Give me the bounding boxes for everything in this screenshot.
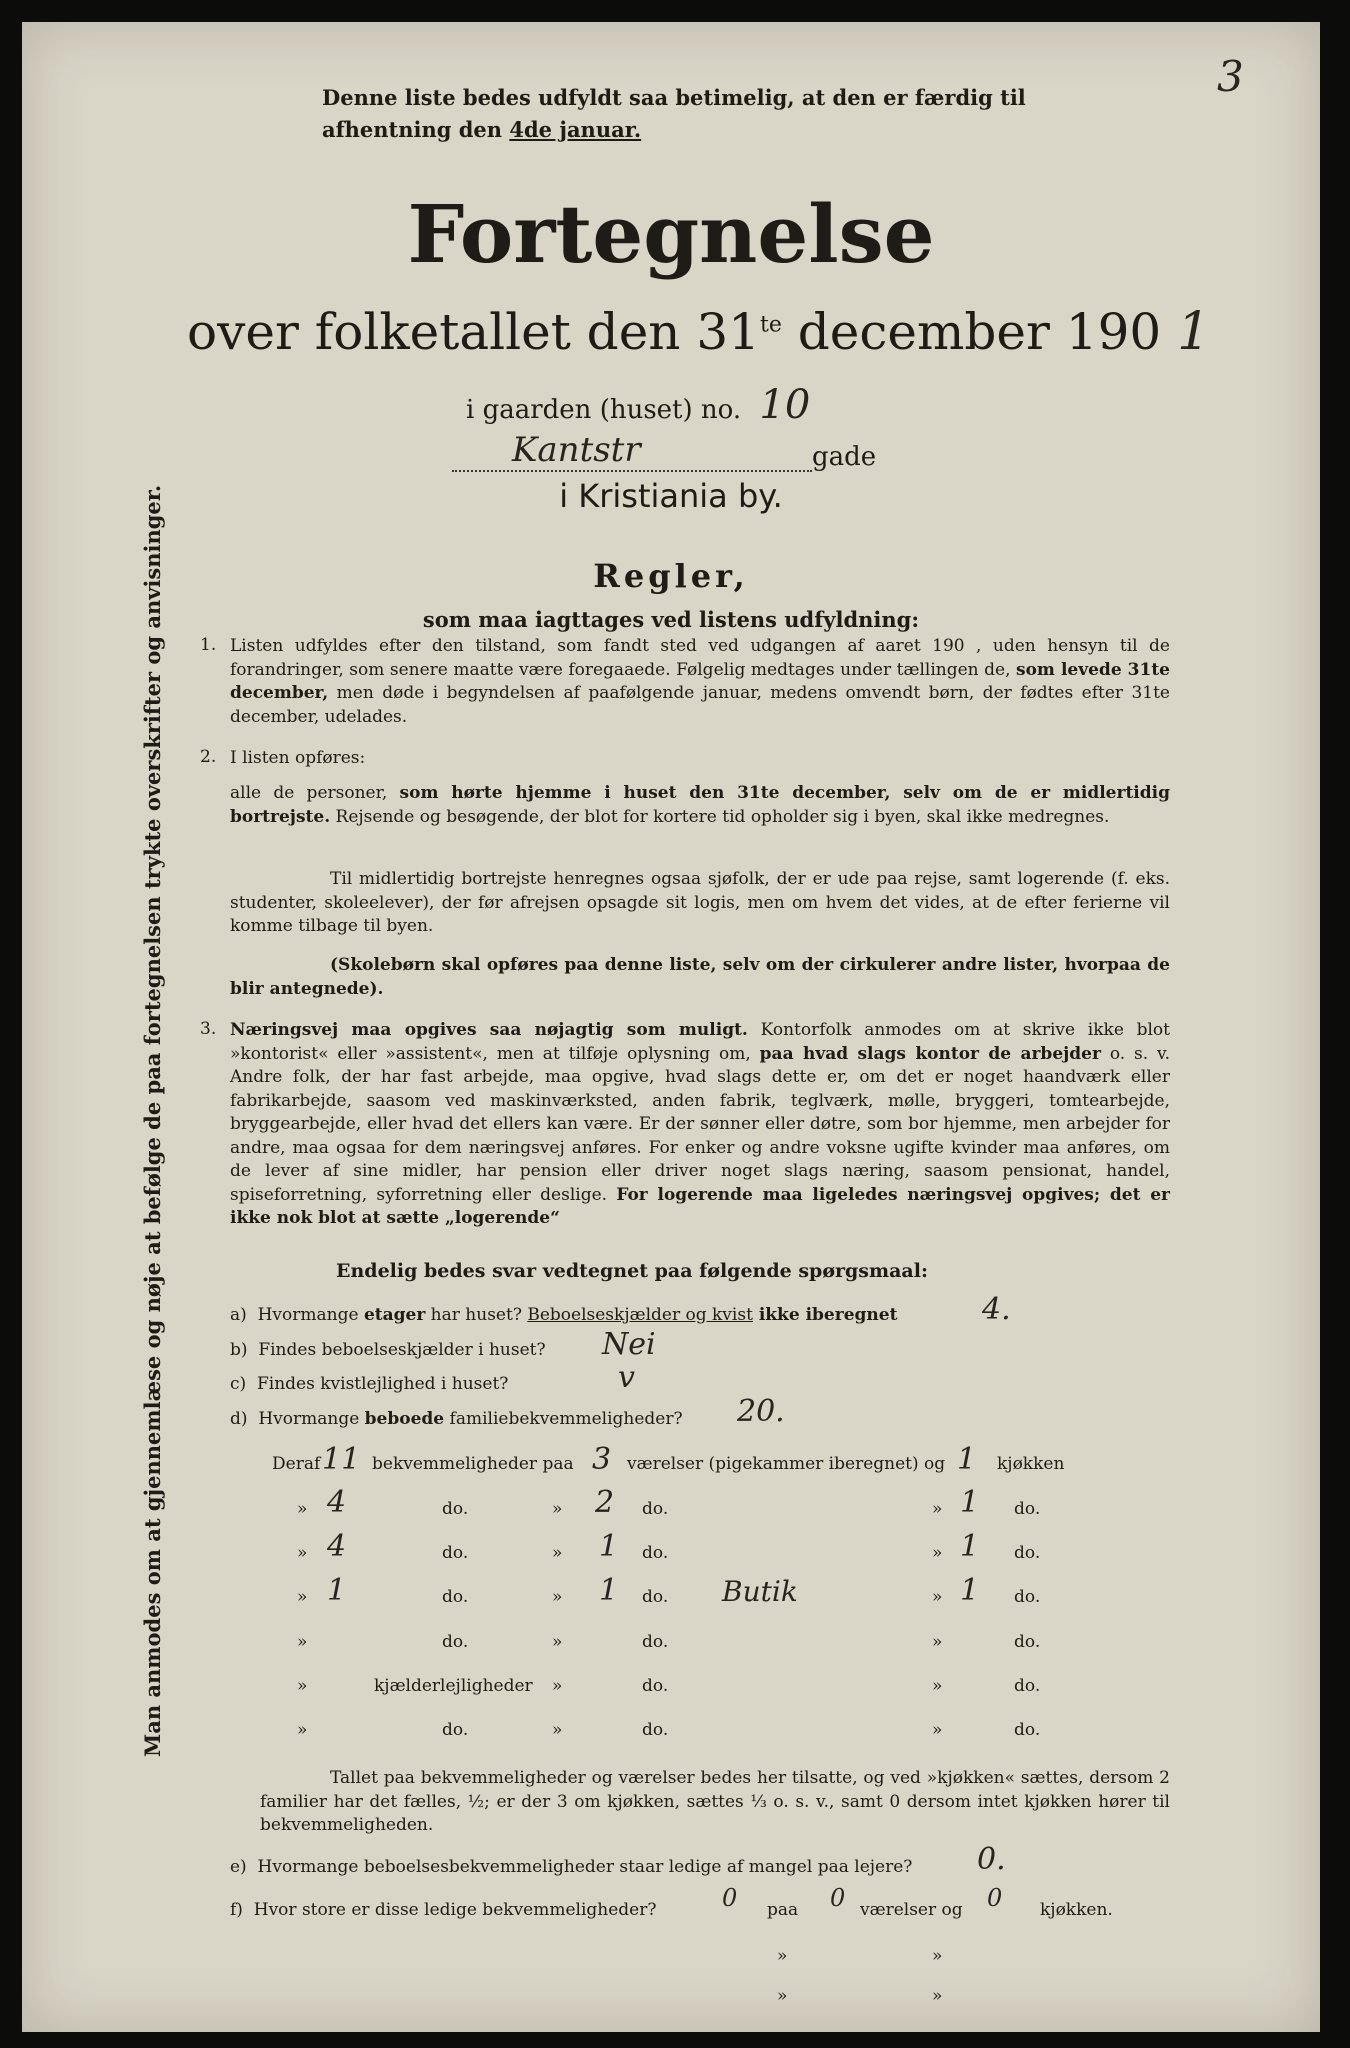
street-line	[452, 430, 876, 472]
row-2-quote: »	[297, 1499, 308, 1519]
row-7-do-2: do.	[642, 1720, 669, 1740]
question-d: d) Hvormange beboede familiebekvemmeligheder?	[230, 1409, 683, 1429]
intro-deadline: 4de januar.	[509, 117, 642, 142]
handwritten-year: 1	[1177, 302, 1211, 362]
row-3-rooms: 1	[599, 1529, 619, 1564]
row-5-quote-3: »	[932, 1632, 943, 1652]
trailing-quote-4: »	[932, 1986, 943, 2006]
rule-2-text: alle de personer, som hørte hjemme i huset den 31te december, selv om de er midlertidig bortrejste. Rejsende og besøgende, der blot for kortere tid opholder sig i byen, skal ikke medregnes.	[230, 783, 1170, 827]
answer-a: 4.	[982, 1292, 1011, 1327]
table-footnote: Tallet paa bekvemmeligheder og værelser bedes her tilsatte, og ved »kjøkken« sættes, dersom 2 familier har det fælles, ½; er der 3 om kjøkken, sættes ⅓ o. s. v., samt 0 dersom intet kjøkken hører til bekvemmeligheden.	[260, 1768, 1170, 1835]
question-c: c) Findes kvistlejlighed i huset?	[230, 1374, 509, 1394]
row-3-do-3: do.	[1014, 1543, 1041, 1563]
row-3-quote: »	[297, 1543, 308, 1563]
row-4-quote: »	[297, 1587, 308, 1607]
trailing-quote-2: »	[932, 1946, 943, 1966]
answer-c: v	[618, 1360, 635, 1395]
row-5-quote: »	[297, 1632, 308, 1652]
row-5-quote-2: »	[552, 1632, 563, 1652]
answer-b: Nei	[602, 1327, 656, 1362]
house-number-line	[466, 382, 810, 428]
corner-page-mark: 3	[1217, 52, 1244, 101]
row-2-do-2: do.	[642, 1499, 669, 1519]
rules-heading: Regler,	[593, 557, 749, 595]
row-6-do-3: do.	[1014, 1676, 1041, 1696]
table-kjokken-label: kjøkken	[997, 1454, 1065, 1474]
row-3-quote-3: »	[932, 1543, 943, 1563]
rule-2-heading: I listen opføres:	[230, 748, 366, 768]
table-deraf: Deraf	[272, 1454, 321, 1474]
row-4-do-1: do.	[442, 1587, 469, 1607]
row-6-quote-3: »	[932, 1676, 943, 1696]
row-3-count: 4	[327, 1529, 347, 1564]
question-f-kjokken: kjøkken.	[1040, 1900, 1113, 1920]
answer-d: 20.	[737, 1394, 785, 1429]
row-3-do-2: do.	[642, 1543, 669, 1563]
row-3-do-1: do.	[442, 1543, 469, 1563]
row-3-quote-2: »	[552, 1543, 563, 1563]
row-4-do-2: do.	[642, 1587, 669, 1607]
handwritten-street: Kantstr	[512, 430, 641, 470]
row-3-kitchen: 1	[960, 1529, 980, 1564]
row-7-do-3: do.	[1014, 1720, 1041, 1740]
rule-2-para-3: (Skolebørn skal opføres paa denne liste, selv om der cirkulerer andre lister, hvorpaa de blir antegnede).	[230, 955, 1170, 999]
page-subtitle	[187, 302, 1210, 362]
table-vaer-label: værelser (pigekammer iberegnet) og	[627, 1454, 946, 1474]
row-2-rooms: 2	[595, 1485, 615, 1520]
row-4-count: 1	[327, 1573, 347, 1608]
subtitle-sup: te	[760, 312, 782, 338]
row-2-do-1: do.	[442, 1499, 469, 1519]
row-5-do-1: do.	[442, 1632, 469, 1652]
question-f-paa: paa	[767, 1900, 799, 1920]
question-f-vaer: værelser og	[860, 1900, 963, 1920]
trailing-quote-3: »	[777, 1986, 788, 2006]
row-4-quote-3: »	[932, 1587, 943, 1607]
rule-1-text: Listen udfyldes efter den tilstand, som fandt sted ved udgangen af aaret 190 , uden hensyn til de forandringer, som senere maatte være foregaaede. Følgelig medtages under tællingen de, som levede 31te december, men døde i begyndelsen af paafølgende januar, medens omvendt børn, der fødtes efter 31te december, udelades.	[230, 636, 1171, 727]
rule-2-para-2: Til midlertidig bortrejste henregnes ogsaa sjøfolk, der er ude paa rejse, samt logerende (f. eks. studenter, skoleelever), der før afrejsen opsagde sit logis, men om hvem det vides, at de efter ferierne vil komme tilbage til byen.	[230, 869, 1170, 936]
answer-f-2: 0	[830, 1884, 846, 1912]
row-7-do-1: do.	[442, 1720, 469, 1740]
rule-2-number: 2.	[200, 747, 217, 767]
row-4-quote-2: »	[552, 1587, 563, 1607]
row-1-kitchen: 1	[957, 1442, 977, 1477]
row-4-note: Butik	[722, 1575, 798, 1608]
row-1-rooms: 3	[592, 1442, 612, 1477]
handwritten-house-no: 10	[759, 382, 811, 428]
rule-3-number: 3.	[200, 1019, 217, 1039]
row-1-count: 11	[322, 1442, 361, 1477]
side-instruction: Man anmodes om at gjennemlæse og nøje at befølge de paa fortegnelsen trykte overskrifter og anvisninger.	[140, 484, 165, 1757]
row-6-quote: »	[297, 1676, 308, 1696]
questions-heading: Endelig bedes svar vedtegnet paa følgende spørgsmaal:	[336, 1260, 928, 1282]
row-2-quote-3: »	[932, 1499, 943, 1519]
row-7-quote-3: »	[932, 1720, 943, 1740]
row-4-rooms: 1	[599, 1573, 619, 1608]
answer-e: 0.	[977, 1842, 1006, 1877]
subtitle-text: over folketallet den 31	[187, 303, 760, 361]
table-bekv-label: bekvemmeligheder paa	[372, 1454, 574, 1474]
row-2-kitchen: 1	[960, 1485, 980, 1520]
answer-f-3: 0	[987, 1884, 1003, 1912]
row-4-do-3: do.	[1014, 1587, 1041, 1607]
question-e: e) Hvormange beboelsesbekvemmeligheder staar ledige af mangel paa lejere?	[230, 1857, 913, 1877]
row-4-kitchen: 1	[960, 1573, 980, 1608]
row-6-kjaelder: kjælderlejligheder	[374, 1676, 533, 1696]
row-6-do-2: do.	[642, 1676, 669, 1696]
rule-3-text: Næringsvej maa opgives saa nøjagtig som muligt. Kontorfolk anmodes om at skrive ikke blot »kontorist« eller »assistent«, men at tilføje oplysning om, paa hvad slags kontor de arbejder o. s. v. Andre folk, der har fast arbejde, maa opgive, hvad slags dette er, om det er noget haandværk eller fabrikarbejde, saasom ved maskinværksted, anden fabrik, teglværk, mølle, bryggeri, tomtearbejde, bryggearbejde, eller hvad det ellers kan være. Er der sønner eller døtre, som bor hjemme, men arbejder for andre, maa ogsaa for dem næringsvej anføres. For enker og andre voksne ugifte kvinder maa anføres, om de lever af sine midler, har pension eller driver noget slags næring, saasom pensionat, handel, spiseforretning, syforretning eller deslige. For logerende maa ligeledes næringsvej opgives; det er ikke nok blot at sætte „logerende“	[230, 1020, 1171, 1228]
row-2-count: 4	[327, 1485, 347, 1520]
row-2-quote-2: »	[552, 1499, 563, 1519]
row-2-do-3: do.	[1014, 1499, 1041, 1519]
trailing-quote-1: »	[777, 1946, 788, 1966]
question-a: a) Hvormange etager har huset? Beboelseskjælder og kvist ikke iberegnet	[230, 1305, 898, 1325]
row-5-do-3: do.	[1014, 1632, 1041, 1652]
rules-subheading: som maa iagttages ved listens udfyldning:	[422, 607, 920, 632]
city-line: i Kristiania by.	[559, 477, 783, 515]
intro-line-1: Denne liste bedes udfyldt saa betimelig, at den er færdig til	[322, 85, 1026, 110]
row-7-quote-2: »	[552, 1720, 563, 1740]
house-label: i gaarden (huset) no.	[466, 395, 742, 425]
row-5-do-2: do.	[642, 1632, 669, 1652]
page-title: Fortegnelse	[407, 187, 935, 281]
question-f: f) Hvor store er disse ledige bekvemmeligheder?	[230, 1900, 657, 1920]
street-suffix: gade	[812, 442, 877, 472]
rule-1-number: 1.	[200, 635, 217, 655]
row-6-quote-2: »	[552, 1676, 563, 1696]
subtitle-text-2: december 190	[781, 303, 1162, 361]
intro-notice	[322, 82, 1182, 146]
intro-line-2: afhentning den	[322, 117, 510, 142]
answer-f-1: 0	[722, 1884, 738, 1912]
question-b: b) Findes beboelseskjælder i huset?	[230, 1340, 546, 1360]
row-7-quote: »	[297, 1720, 308, 1740]
census-form-sheet	[22, 22, 1320, 2032]
